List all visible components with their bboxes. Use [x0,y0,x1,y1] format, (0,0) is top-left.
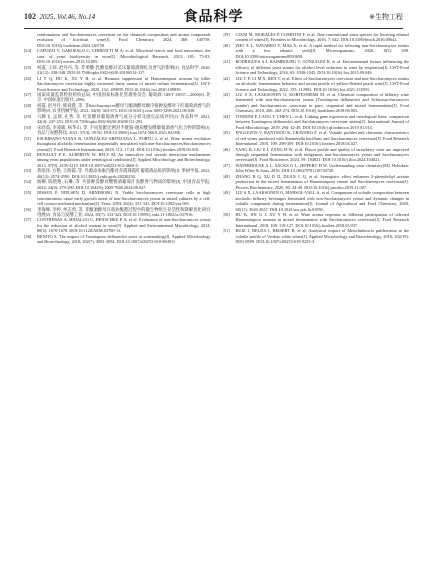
reference-text: NISSEN P, NIELSEN D, ARNEBORG N. Viable Saccharomyces cerevisiae cells at high concentrations cause early growth arrest of non-Saccharomyces yeasts in mixed cultures by a cell-cell contact-mediated mechanism[J]. Yeast, 2003, 20(4): 331-341. DOI:10.1002/yea.965. [37,190,211,207]
reference-item [24,114,211,125]
reference-number: [39] [222,32,230,37]
reference-text: 杨柳, 陈艳艳, 石琳, 等. 共接种发酵对樱桃酒葡萄汁发酵香气物质的影响[J]. 中国食品学报, 2024, 24(8): 279-290. DOI:10.16429/j.1009-7848.2024.08.027. [37,179,211,190]
reference-item [223,190,410,212]
reference-item [223,163,410,174]
reference-item [223,92,410,114]
reference-item [223,174,410,190]
reference-number: [26] [24,75,32,81]
reference-item [24,48,211,64]
reference-number: [51] [222,228,230,234]
reference-number: [28] [24,102,32,108]
reference-number: [38] [24,233,32,239]
reference-text: 祝霞, 赵丹丹, 韩舜愈, 等. 非Saccharomyces酵母与酿酒酵母顺序接种发酵对干红葡萄酒香气的影响[J]. 农业机械学报, 2021, 52(8): 363-373. DOI:10.6041/j.issn.1000-1298.2021.08.038. [37,102,211,114]
reference-item [223,147,410,163]
reference-item [223,212,410,228]
reference-text: 蒋竣泽, 方艳, 王海霞, 等. 外源添加素内酯对赤霞珠霞红葡萄酒品质的影响[J]. 果树学报, 2023, 40(12): 2574-2590. DOI:10.13925/j.cnki.gsxb.20230250. [37,168,211,179]
reference-number: [41] [222,59,230,65]
reference-number: [33] [24,168,32,174]
reference-item [24,65,211,76]
journal-issue: 2025, Vol.46, No.14 [39,13,96,21]
reference-item [24,168,211,179]
reference-text: RODRIGUES A J, RAIMBOURG T, GONZALEZ R, et al. Environmental factors influencing the efficacy of different yeast strains for alcohol level reduction in wine by respiration[J]. LWT-Food Science and Technology, 2016, 65: 1038-1043. DOI:10.1016/j.lwt.2015.09.046. [235,59,409,76]
reference-text: LIU C F, LI M X, REN T, et al. Effect of Saccharomyces cerevisiae and non-Saccharomyces strains on alcoholic fermentation behavior and aroma profile of yellow-fleshed peach wine[J]. LWT-Food Science and Technology, 2022, 155: 112993. DOI:10.1016/j.lwt.2021.112993. [235,75,409,92]
reference-number: [24] [24,48,32,54]
reference-item [24,217,211,233]
reference-item [24,136,211,152]
reference-number: [45] [222,130,230,136]
reference-text: TONDINI F, LANG T, CHEN L, et al. Linking gene expression and oenological traits: comparison between Torulaspora delbrueckii and Saccharomyces cerevisiae strains[J]. International Journal of Food Microbiology, 2019, 294: 42-49. DOI:10.1016/j.ijfoodmicro.2019.01.014. [235,113,409,130]
reference-text: HU K, JIN G J, XU Y H, et al. Wine aroma response to different participation of selected Hanseniaspora uvarum in mixed fermentation with Saccharomyces cerevisiae[J]. Food Research International, 2018, 108: 119-127. DOI:10.1016/j.foodres.2018.03.037. [235,211,409,228]
reference-number: [43] [222,91,230,97]
reference-text: 国家质量监督检验检疫总局, 中国国家标准化管理委员会. 葡萄酒: GB/T 15037—2006[S]. 北京: 中国标准出版社, 2006. [37,91,211,103]
reference-item [24,92,211,103]
reference-number: [25] [24,64,32,70]
reference-number: [49] [222,190,230,196]
reference-continuation [24,32,211,48]
reference-item [24,207,211,218]
reference-item [24,234,211,245]
reference-item [223,114,410,130]
reference-number: [40] [222,42,230,48]
reference-number: [48] [222,173,230,179]
reference-number: [47] [222,162,230,168]
page-header [24,0,403,29]
reference-number: [50] [222,211,230,217]
reference-number: [37] [24,217,32,223]
reference-number: [42] [222,75,230,81]
reference-item [24,179,211,190]
reference-item [24,76,211,92]
reference-text: CONTRERAS A, HIDALGO C, HENSCHKE P A, et al. Evaluation of non-Saccharomyces yeasts for the reduction of alcohol content in wine[J]. Applied and Environmental Microbiology, 2014, 80(5): 1670-1678. DOI:10.1128/AEM.03780-13. [37,217,211,234]
reference-text: YANG B, LIU S J, ZANG H W, et al. Flavor profile and quality of strawberry wine are improved through sequential fermentation with indigenous non-Saccharomyces yeasts and Saccharomyces cerevisiae[J]. Food Bioscience, 2024, 59: 104021. DOI:10.1016/j.fbio.2024.104021. [235,146,409,163]
reference-item [24,103,211,114]
reference-item [24,125,211,136]
reference-text: BENITO S. The impact of Torulaspora delbrueckii yeast in winemaking[J]. Applied Microbiology and Biotechnology, 2018, 102(7): 3081-3094. DOI:10.1007/s00253-018-8849-0. [37,233,211,245]
right-column [223,32,410,567]
reference-text: LIU S X, LAAKSONEN O, MARSOL-VALL A, et al. Comparison of volatile composition between alcoholic bilberry beverages fermented with non-Saccharomyces yeasts and dynamic changes in volatile compounds during fermentation[J]. Journal of Agricultural and Food Chemistry, 2020, 68(11): 3626-3637. DOI:10.1021/acs.jafc.0c01050. [235,190,409,212]
reference-item [223,130,410,146]
reference-text: LI Y Q, HU K, XU Y H, et al. Biomass suppression of Hanseniaspora uvarum by killer Saccharomyces cerevisiae highly increased fruity aroma of mixed culture fermentation[J]. LWT-Food Science and Technology, 2020, 132: 109839. DOI:10.1016/j.lwt.2020.109839. [37,75,211,92]
reference-text: ZHANG B Q, XU D D, DUAN C Q, et al. Synergistic effect enhances 2-phenylethyl acetate production in the mixed fermentation of Hanseniaspora vineae and Saccharomyces cerevisiae[J]. Process Biochemistry, 2020, 90: 44-49. DOI:10.1016/j.procbio.2019.11.007. [235,173,409,190]
reference-item [223,59,410,75]
reference-number: [44] [222,113,230,119]
reference-number: [35] [24,190,32,196]
page-number: 102 [24,12,36,21]
reference-number: [27] [24,91,32,97]
reference-text: RUIZ J, BELDA I, BEISERT B, et al. Analytical impact of Metschnikowia pulcherrima in the volatile profile of Verdejo white wines[J]. Applied Microbiology and Biotechnology, 2018, 102(19): 8501-8509. DOI:10.1007/s00253-018-9255-3. [235,228,409,245]
reference-columns [24,32,409,567]
reference-text: ZHU X L, NAVARRO Y, MAS A, et al. A rapid method for selecting non-Saccharomyces strains with a low ethanol yield[J]. Microorganisms, 2020, 8(5): 658. DOI:10.3390/microorganisms8050658. [235,42,409,59]
page-number-and-issue [24,12,95,21]
reference-text: CAPOZZI V, GAROFALO C, CHIRIATTI M A, et al. Microbial terroir and food innovation: the case of yeast biodiversity in wine[J]. Microbiological Research, 2015, 181: 75-83. DOI:10.1016/j.micres.2015.10.005. [37,48,211,65]
reference-text: 祝霞, 王琼, 赵丹丹, 等. 苹果酸-乳酸发酵对美乐葡萄酒理化及香气的影响[J]. 食品科学, 2020, 41(12): 338-348. DOI:10.7506/spkx1002-6630-20190514-137. [37,64,211,76]
reference-number: [34] [24,179,32,185]
reference-text: 马腾飞, 孟倩, 孔秀, 等. 红发酵对葡萄酒香气成分分析及感官品质评价[J]. 食品科学, 2021, 42(4): 247-253. DOI:10.7506/spkx1002-6630-20200131-293. [37,113,211,125]
reference-number: [30] [24,124,32,130]
reference-text: ENGLEZOS V, RANTSIOU K, CRAVERO F, et al. Volatile profiles and chromatic characteristics of red wines produced with Starmerella bacillaris and Saccharomyces cerevisiae[J]. Food Research International, 2018, 109: 298-309. DOI:10.1016/j.foodres.2018.04.027. [235,130,409,147]
reference-item [24,190,211,206]
journal-logo: 食品科学 [183,9,244,25]
reference-item [223,228,410,244]
reference-text: LIU S X, LAAKSONEN O, KORTESNIEMI M, et al. Chemical composition of bilberry wine fermented with non-Saccharomyces yeasts (Torulaspora delbrueckii and Schizosaccharomyces pombe) and Saccharomyces cerevisiae in pure, sequential and mixed fermentations[J]. Food Chemistry, 2018, 266: 262-274. DOI:10.1016/j.foodchem.2018.06.003. [235,91,409,114]
reference-number: [46] [222,146,230,152]
reference-item [223,76,410,92]
reference-text: 宋欣茹, 李凌啸, 杨华山, 等. 不同复配比例对半胱胺-琥珀酸发酵葡萄酒香气化合物的影响[J]. 食品与发酵科技, 2021, 57(4): 39-50. DOI:10.3969/j.issn.1674-506X.2021.04.006. [37,124,211,136]
reference-item [24,152,211,168]
reference-number: [36] [24,206,32,212]
left-column [24,32,211,567]
reference-item [223,43,410,59]
reference-text: RENAULT P E, ALBERTIN W, BELY M. An innovative tool reveals interaction mechanisms among yeast populations under oenological conditions[J]. Applied Microbiology and Biotechnology, 2013, 97(9): 4105-4119. DOI:10.1007/s00253-012-4660-5. [37,151,211,168]
reference-number: [29] [24,113,32,119]
section-label: ※生物工程 [369,13,403,21]
reference-number: [32] [24,151,32,157]
reference-item [223,32,410,43]
reference-text: 李海峰, 李婷, 牟志勇, 等. 非酿酒酵母在商业酶邀过程中的微生物组生存活性和降解优化研究进展[J]. 食品与发酵工业, 2024, 50(7): 313-323. DOI:10.13995/j.cnki.11-1802/ts.037916. [37,206,211,217]
reference-text: WATERHOUSE A L, SACKS G L, JEFFERY D W. Understanding wine chemistry[M]. Hoboken: John Wiley & Sons, 2016. DOI:10.1002/9781118730720. [235,162,409,174]
reference-text: CIANI M, MORALES P, COMITINI F, et al. Non-conventional yeast species for lowering ethanol content of wines[J]. Frontiers in Microbiology, 2016, 7: 642. DOI:10.3389/fmicb.2016.00642. [235,32,409,43]
reference-continuation-text: combinations and Saccharomyces cerevisiae on the chemical composition and aroma compounds evolution of kiwifruit wine[J]. Food Chemistry, 2024, 460: 140758. DOI:10.1016/j.foodchem.2024.140758. [37,32,211,48]
reference-text: ESCRIBANO-VIANA R, GONZÁLEZ-ARENZANA L, PORTU J, et al. Wine aroma evolution throughout alcoholic fermentation sequentially inoculated with non-Saccharomyces/Saccharomyces yeasts[J]. Food Research International, 2018, 112: 17-24. DOI:10.1016/j.foodres.2018.06.018. [37,135,211,152]
reference-number: [31] [24,135,32,141]
